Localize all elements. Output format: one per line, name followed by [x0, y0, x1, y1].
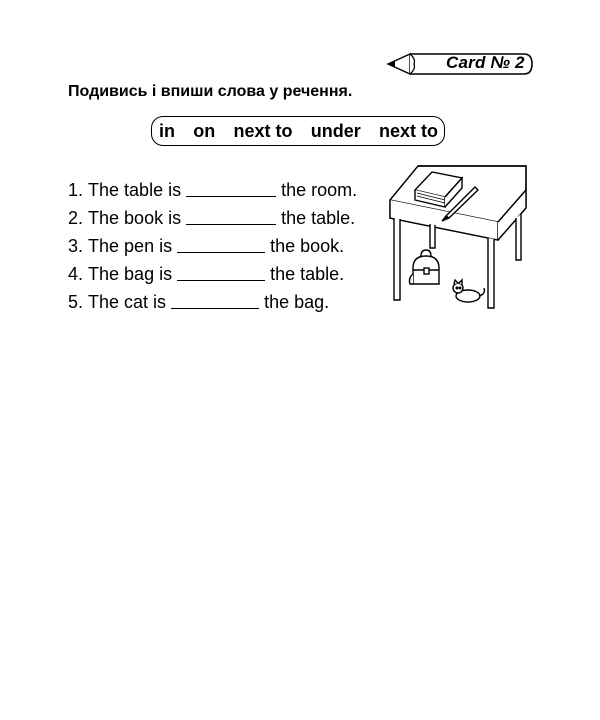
sentence-number: 2.: [68, 207, 84, 228]
sentence-list: [68, 176, 357, 316]
word-in: in: [159, 120, 175, 141]
answer-blank[interactable]: [186, 195, 276, 197]
sentence-end: the table.: [281, 207, 356, 228]
sentence-number: 1.: [68, 179, 84, 200]
instruction-text: Подивись і впиши слова у речення.: [68, 83, 353, 100]
card-label: Card № 2: [446, 53, 525, 72]
word-bank: [151, 116, 445, 146]
sentence-5: [68, 288, 357, 316]
sentence-start: The cat is: [88, 291, 167, 312]
answer-blank[interactable]: [177, 251, 265, 253]
scene-illustration: [380, 160, 540, 310]
answer-blank[interactable]: [177, 279, 265, 281]
word-under: under: [310, 120, 361, 141]
sentence-start: The table is: [88, 179, 182, 200]
word-next-to: next to: [233, 120, 293, 141]
sentence-2: [68, 204, 357, 232]
sentence-end: the table.: [270, 263, 345, 284]
sentence-start: The book is: [88, 207, 182, 228]
word-on: on: [193, 120, 216, 141]
sentence-4: [68, 260, 357, 288]
card-number-tag: [386, 48, 536, 80]
bag-icon: [409, 250, 439, 284]
sentence-start: The pen is: [88, 235, 173, 256]
sentence-number: 3.: [68, 235, 84, 256]
sentence-number: 5.: [68, 291, 84, 312]
cat-icon: [453, 280, 484, 302]
sentence-end: the room.: [281, 179, 358, 200]
sentence-start: The bag is: [88, 263, 173, 284]
sentence-end: the book.: [270, 235, 345, 256]
sentence-number: 4.: [68, 263, 84, 284]
sentence-end: the bag.: [264, 291, 330, 312]
word-next-to-2: next to: [378, 120, 438, 141]
sentence-3: [68, 232, 357, 260]
answer-blank[interactable]: [171, 307, 259, 309]
answer-blank[interactable]: [186, 223, 276, 225]
sentence-1: [68, 176, 357, 204]
